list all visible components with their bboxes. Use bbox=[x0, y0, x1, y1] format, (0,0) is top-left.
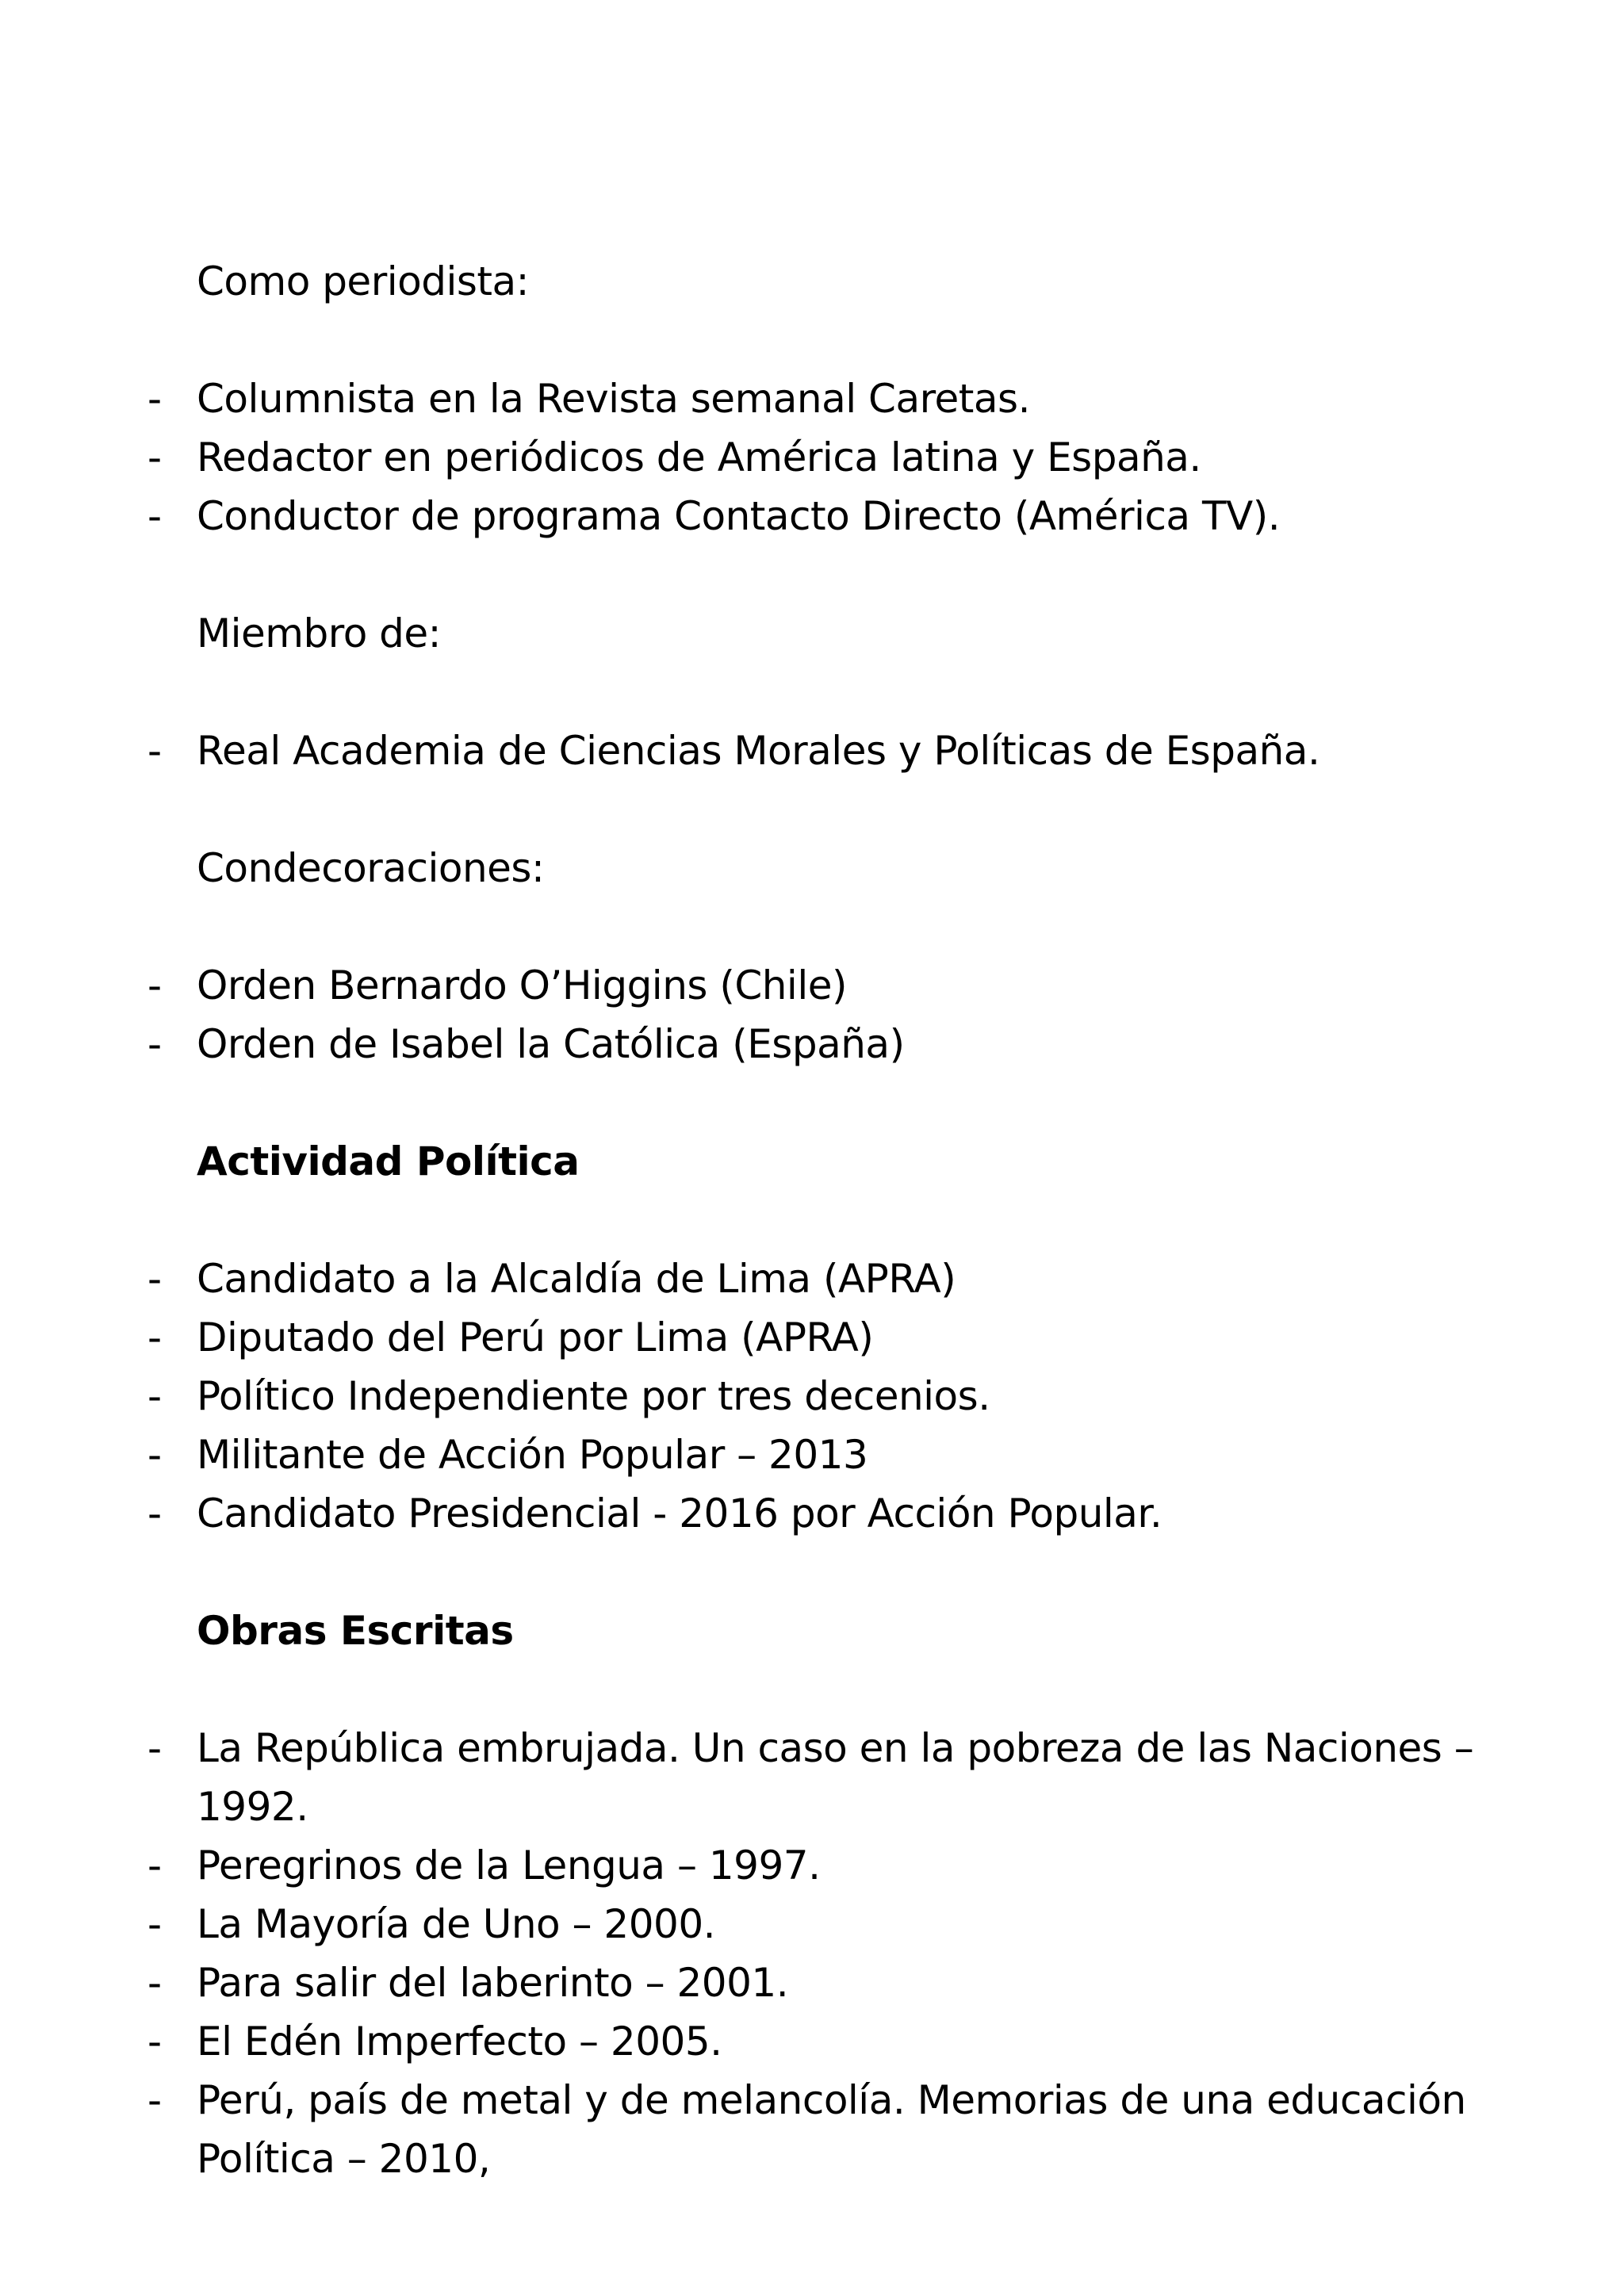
section-miembro-de bbox=[147, 604, 1496, 780]
list-item bbox=[147, 1308, 1496, 1367]
list-item bbox=[147, 1895, 1496, 1954]
bullet-dash: - bbox=[147, 1432, 162, 1478]
list-item-text: Peregrinos de la Lengua – 1997. bbox=[197, 1843, 821, 1888]
list-item-text: Orden Bernardo O’Higgins (Chile) bbox=[197, 962, 847, 1008]
list-item-text: Perú, país de metal y de melancolía. Memorias de una educación Política – 2010, bbox=[197, 2077, 1466, 2182]
list-item bbox=[147, 2071, 1496, 2188]
list-item-text: Columnista en la Revista semanal Caretas. bbox=[197, 376, 1030, 422]
list-item-text: Conductor de programa Contacto Directo (América TV). bbox=[197, 493, 1281, 539]
list-item-text: El Edén Imperfecto – 2005. bbox=[197, 2019, 722, 2064]
list-item-text: Candidato a la Alcaldía de Lima (APRA) bbox=[197, 1256, 956, 1302]
section-heading: Condecoraciones: bbox=[197, 845, 545, 891]
section-heading: Obras Escritas bbox=[197, 1608, 514, 1654]
section-actividad-politica bbox=[147, 1132, 1496, 1543]
list-item bbox=[147, 2012, 1496, 2071]
bullet-dash: - bbox=[147, 1843, 162, 1888]
list-item bbox=[147, 1249, 1496, 1308]
list-item bbox=[147, 487, 1496, 545]
bullet-dash: - bbox=[147, 1960, 162, 2006]
list-item-text: Para salir del laberinto – 2001. bbox=[197, 1960, 789, 2006]
section-list bbox=[147, 956, 1496, 1073]
bullet-dash: - bbox=[147, 376, 162, 422]
list-item-text: La República embrujada. Un caso en la pobreza de las Naciones – 1992. bbox=[197, 1725, 1474, 1830]
list-item bbox=[147, 1015, 1496, 1073]
bullet-dash: - bbox=[147, 493, 162, 539]
list-item-text: La Mayoría de Uno – 2000. bbox=[197, 1901, 716, 1947]
list-item-text: Político Independiente por tres decenios. bbox=[197, 1373, 990, 1419]
bullet-dash: - bbox=[147, 1256, 162, 1302]
section-list bbox=[147, 369, 1496, 545]
section-list bbox=[147, 1249, 1496, 1543]
list-item-text: Diputado del Perú por Lima (APRA) bbox=[197, 1314, 874, 1360]
list-item bbox=[147, 1425, 1496, 1484]
list-item bbox=[147, 1484, 1496, 1543]
section-obras-escritas bbox=[147, 1601, 1496, 2188]
list-item bbox=[147, 1719, 1496, 1836]
list-item bbox=[147, 1367, 1496, 1425]
list-item bbox=[147, 428, 1496, 487]
section-condecoraciones bbox=[147, 839, 1496, 1073]
document-content bbox=[147, 252, 1496, 2247]
bullet-dash: - bbox=[147, 728, 162, 774]
section-heading: Como periodista: bbox=[197, 258, 530, 304]
list-item-text: Real Academia de Ciencias Morales y Políticas de España. bbox=[197, 728, 1320, 774]
list-item bbox=[147, 721, 1496, 780]
bullet-dash: - bbox=[147, 1725, 162, 1771]
bullet-dash: - bbox=[147, 1373, 162, 1419]
list-item bbox=[147, 369, 1496, 428]
section-heading: Actividad Política bbox=[197, 1138, 580, 1184]
list-item bbox=[147, 1836, 1496, 1895]
bullet-dash: - bbox=[147, 1490, 162, 1536]
list-item bbox=[147, 956, 1496, 1015]
section-como-periodista bbox=[147, 252, 1496, 545]
bullet-dash: - bbox=[147, 2019, 162, 2064]
section-heading: Miembro de: bbox=[197, 610, 442, 656]
bullet-dash: - bbox=[147, 1021, 162, 1067]
section-list bbox=[147, 721, 1496, 780]
section-list bbox=[147, 1719, 1496, 2188]
bullet-dash: - bbox=[147, 434, 162, 480]
list-item bbox=[147, 1954, 1496, 2012]
list-item-text: Orden de Isabel la Católica (España) bbox=[197, 1021, 905, 1067]
bullet-dash: - bbox=[147, 1901, 162, 1947]
list-item-text: Militante de Acción Popular – 2013 bbox=[197, 1432, 868, 1478]
bullet-dash: - bbox=[147, 2077, 162, 2123]
list-item-text: Candidato Presidencial - 2016 por Acción Popular. bbox=[197, 1490, 1162, 1536]
bullet-dash: - bbox=[147, 1314, 162, 1360]
bullet-dash: - bbox=[147, 962, 162, 1008]
list-item-text: Redactor en periódicos de América latina y España. bbox=[197, 434, 1201, 480]
